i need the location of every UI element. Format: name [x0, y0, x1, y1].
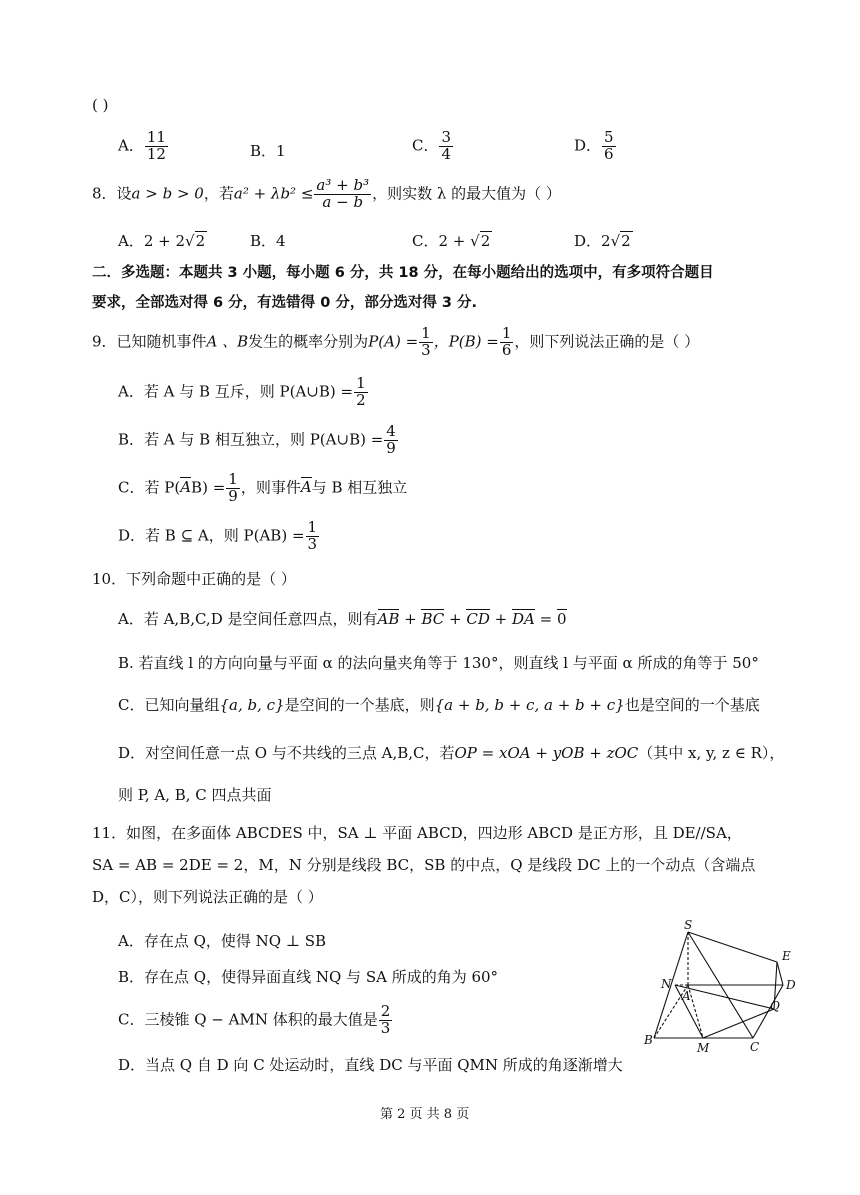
q8-option-a[interactable]: A．2 + 2√2 — [118, 232, 206, 250]
q8-option-d[interactable]: D．2√2 — [574, 232, 631, 250]
q9-option-b[interactable]: B．若 A 与 B 相互独立，则 P(A∪B) = $\frac{4}{9}$ — [118, 422, 396, 457]
label-E: E — [782, 949, 791, 963]
q11-stem-line1: 11．如图，在多面体 ABCDES 中，SA ⊥ 平面 ABCD，四边形 ABCD 是正方形，且 DE//SA， — [92, 824, 742, 842]
label-M: M — [697, 1041, 710, 1055]
q7-stem-tail: ( ) — [92, 96, 109, 114]
q9-option-c[interactable]: C．若 P(AB) = $\frac{1}{9}$ ，则事件A与 B 相互独立 — [118, 470, 408, 505]
q10-option-d[interactable]: D．对空间任意一点 O 与不共线的三点 A,B,C，若OP = xOA + yOB + zOC（其中 x, y, z ∈ R）， — [118, 744, 785, 762]
section2-heading-line2: 要求，全部选对得 6 分，有选错得 0 分，部分选对得 3 分. — [92, 295, 478, 311]
q11-stem-line3: D，C），则下列说法正确的是（ ） — [92, 888, 323, 906]
q9-stem: 9．已知随机事件A 、B发生的概率分别为P(A) = $\frac{1}{3}$ ，P(B) = $\frac{1}{6}$ ，则下列说法正确的是（ ） — [92, 324, 700, 359]
q11-option-d[interactable]: D．当点 Q 自 D 向 C 处运动时，直线 DC 与平面 QMN 所成的角逐渐增大 — [118, 1056, 623, 1074]
q11-stem-line2: SA = AB = 2DE = 2，M，N 分别是线段 BC，SB 的中点，Q 是线段 DC 上的一个动点（含端点 — [92, 856, 756, 874]
q10-option-c[interactable]: C．已知向量组{a, b, c}是空间的一个基底，则{a + b, b + c, a + b + c}也是空间的一个基底 — [118, 696, 760, 714]
q7-option-d[interactable]: D． $\frac{5}{6}$ — [574, 128, 614, 163]
q7-option-a[interactable]: A． $\frac{11}{12}$ — [118, 128, 166, 163]
q9-option-a[interactable]: A．若 A 与 B 互斥，则 P(A∪B) = $\frac{1}{2}$ — [118, 374, 366, 409]
polyhedron-figure — [640, 918, 810, 1058]
label-A: A — [682, 989, 691, 1003]
label-Q: Q — [770, 999, 780, 1013]
label-S: S — [684, 918, 693, 932]
q7-option-c[interactable]: C． $\frac{3}{4}$ — [412, 128, 452, 163]
q10-stem: 10．下列命题中正确的是（ ） — [92, 570, 296, 588]
q8-option-b[interactable]: B．4 — [250, 232, 286, 250]
section2-heading-line1: 二．多选题：本题共 3 小题，每小题 6 分，共 18 分，在每小题给出的选项中，有多项符合题目 — [92, 265, 714, 281]
q7-c-fraction: $\frac{3}{4}$ — [441, 128, 452, 163]
label-C: C — [750, 1040, 760, 1054]
q7-a-fraction: $\frac{11}{12}$ — [146, 128, 166, 163]
label-B: B — [644, 1033, 653, 1047]
q10-option-b[interactable]: B. 若直线 l 的方向向量与平面 α 的法向量夹角等于 130°，则直线 l 与平面 α 所成的角等于 50° — [118, 654, 759, 672]
q10-option-d-line2: 则 P, A, B, C 四点共面 — [118, 786, 272, 804]
label-D: D — [786, 978, 796, 992]
q11-option-a[interactable]: A．存在点 Q，使得 NQ ⊥ SB — [118, 932, 327, 950]
q9-option-d[interactable]: D．若 B ⊆ A，则 P(AB) = $\frac{1}{3}$ — [118, 518, 318, 553]
q7-d-fraction: $\frac{5}{6}$ — [604, 128, 614, 163]
q7-option-b[interactable]: B．1 — [250, 142, 286, 160]
page-footer: 第 2 页 共 8 页 — [380, 1107, 470, 1122]
q8-stem: 8．设a > b > 0，若a² + λb² ≤ $\frac{\text{a³ + b³}}{a - b}$ ，则实数 λ 的最大值为（ ） — [92, 176, 561, 211]
q8-option-c[interactable]: C．2 + √2 — [412, 232, 491, 250]
q10-option-a[interactable]: A．若 A,B,C,D 是空间任意四点，则有AB + BC + CD + DA = 0 — [118, 610, 567, 628]
q11-option-b[interactable]: B．存在点 Q，使得异面直线 NQ 与 SA 所成的角为 60° — [118, 968, 499, 986]
label-N: N — [661, 977, 672, 991]
q11-option-c[interactable]: C．三棱锥 Q − AMN 体积的最大值是 $\frac{2}{3}$ — [118, 1002, 391, 1037]
